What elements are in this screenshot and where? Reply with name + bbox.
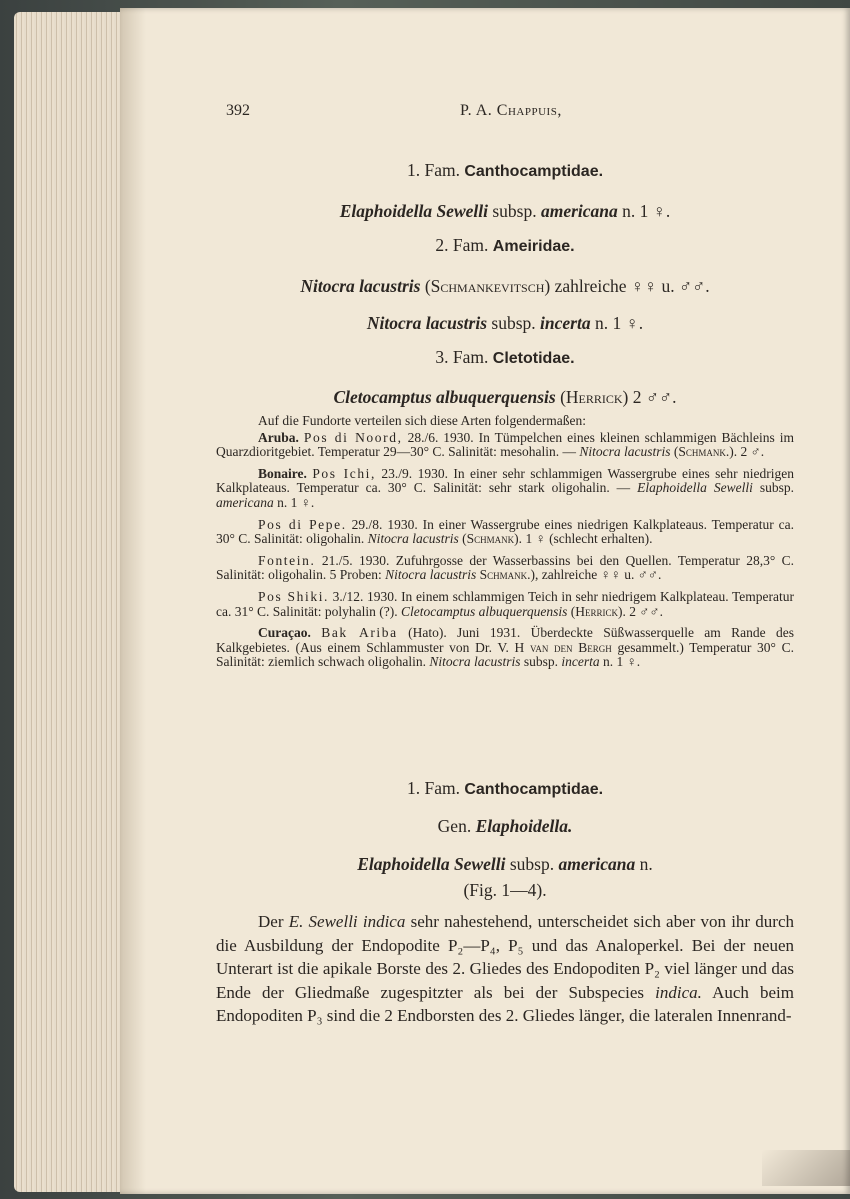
- para-text-1: Der: [258, 912, 284, 931]
- locality-aruba: [216, 431, 794, 460]
- running-title: P. A. Chappuis,: [460, 102, 562, 119]
- family-name: Canthocamptidae.: [464, 781, 604, 798]
- locality-count: 2 ♂♂.: [629, 603, 663, 619]
- island-name: Aruba.: [258, 429, 299, 445]
- locality-count: n. 1 ♀.: [602, 654, 641, 670]
- locality-mid: subsp.: [523, 654, 558, 670]
- family-heading-2: [216, 235, 794, 256]
- family-heading-3: [216, 347, 794, 368]
- species-name: Nitocra lacustris: [300, 276, 421, 296]
- locality-text-2: gesammelt.) Temperatur 30° C. Salinität: ziemlich schwach oligohalin.: [216, 639, 795, 670]
- description-paragraph: [216, 910, 794, 1028]
- species-tail: 2 ♂♂.: [632, 387, 677, 407]
- section2-family-heading: [216, 778, 794, 799]
- locality-species: Nitocra lacustris: [429, 654, 521, 670]
- locality-text: 23./9. 1930. In einer sehr schlammigen Wassergrube eines sehr niedrigen Kalkplateaus. Temperatur ca. 30° C. Salinität: sehr stark oligohalin. —: [216, 465, 795, 496]
- locality-shiki: [216, 590, 794, 619]
- locality-bonaire: [216, 467, 794, 511]
- genus-label: Gen.: [437, 816, 472, 836]
- genus-name: Elaphoidella.: [475, 816, 573, 836]
- corner-stain: [762, 1150, 850, 1186]
- subspecies-name: americana: [558, 854, 636, 874]
- family-number: 1. Fam.: [406, 160, 460, 180]
- locality-author: (Schmank).: [462, 531, 523, 547]
- species-author: (Schmankevitsch): [424, 276, 551, 296]
- locality-author: (Schmank.).: [673, 444, 738, 460]
- locality-text: 3./12. 1930. In einem schlammigen Teich in sehr niedrigem Kalkplateau. Temperatur ca. 31° C. Salinität: polyhalin (?).: [216, 588, 794, 619]
- locality-species: Nitocra lacustris: [385, 567, 477, 583]
- family-heading-1: [216, 160, 794, 181]
- locality-text: 21./5. 1930. Zufuhrgosse der Wasserbassins bei den Quellen. Temperatur 28,3° C. Salinität: oligohalin. 5 Proben:: [216, 552, 794, 583]
- family-name: Cletotidae.: [492, 350, 575, 367]
- localities-intro: Auf die Fundorte verteilen sich diese Arten folgendermaßen:: [258, 413, 587, 428]
- family-name: Ameiridae.: [492, 238, 575, 255]
- species-line-4: [216, 387, 794, 408]
- locality-fontein: [216, 554, 794, 583]
- species-line-2: [216, 276, 794, 297]
- localities-block: [216, 414, 794, 670]
- para-species: E. Sewelli indica: [288, 912, 406, 931]
- locality-species: Cletocamptus albuquerquensis: [401, 603, 568, 619]
- place-name: Pos di Pepe.: [258, 516, 347, 532]
- locality-count: 1 ♀ (schlecht erhalten).: [525, 531, 653, 547]
- locality-species: Nitocra lacustris: [579, 444, 671, 460]
- species-name: Elaphoidella Sewelli: [339, 201, 488, 221]
- subspecies-name: incerta: [540, 313, 591, 333]
- species-name: Nitocra lacustris: [366, 313, 488, 333]
- figure-reference: (Fig. 1—4).: [463, 880, 547, 900]
- locality-text: 28./6. 1930. In Tümpelchen eines kleinen schlammigen Bächleins im Quarzdioritgebiet. Temperatur 29—30° C. Salinität: mesohalin. —: [216, 429, 795, 460]
- island-name: Bonaire.: [258, 465, 307, 481]
- locality-species: Nitocra lacustris: [367, 531, 459, 547]
- place-name: Pos Shiki.: [258, 588, 330, 604]
- subspecies-name: americana: [540, 201, 618, 221]
- para-species-2: indica.: [655, 982, 702, 1002]
- genus-heading: [216, 816, 794, 837]
- species-name: Cletocamptus albuquerquensis: [333, 387, 556, 407]
- place-name: Fontein.: [258, 552, 316, 568]
- locality-species: Elaphoidella Sewelli: [637, 480, 753, 496]
- locality-text: 29./8. 1930. In einer Wassergrube eines niedrigen Kalkplateaus. Temperatur ca. 30° C. Salinität: oligohalin.: [216, 516, 794, 547]
- place-name: Pos Ichi,: [312, 465, 376, 481]
- subsp-label: subsp.: [509, 854, 555, 874]
- species-tail: n. 1 ♀.: [594, 313, 644, 333]
- locality-subspecies: americana: [216, 494, 274, 510]
- locality-count: 2 ♂.: [740, 444, 765, 460]
- locality-count: n. 1 ♀.: [277, 494, 315, 510]
- species-tail: zahlreiche ♀♀ u. ♂♂.: [554, 276, 710, 296]
- species-line-1: [216, 201, 794, 222]
- place-name: Bak Ariba: [321, 625, 398, 641]
- locality-author: (Herrick).: [570, 603, 626, 619]
- locality-subspecies: incerta: [561, 654, 600, 670]
- place-name: Pos di Noord,: [303, 429, 403, 445]
- species-tail: n.: [639, 854, 653, 874]
- family-number: 2. Fam.: [435, 235, 489, 255]
- page-edges: [14, 12, 134, 1192]
- island-name: Curaçao.: [258, 625, 311, 641]
- subsp-label: subsp.: [492, 201, 537, 221]
- locality-curacao: [216, 626, 794, 670]
- locality-count: zahlreiche ♀♀ u. ♂♂.: [541, 567, 662, 583]
- collector-name: van den Bergh: [530, 639, 612, 655]
- family-number: 1. Fam.: [406, 778, 460, 798]
- locality-mid: subsp.: [759, 480, 795, 496]
- species-tail: n. 1 ♀.: [622, 201, 671, 221]
- species-line-3: [216, 313, 794, 334]
- subsp-label: subsp.: [491, 313, 536, 333]
- family-name: Canthocamptidae.: [464, 163, 604, 180]
- gutter-shadow: [120, 8, 146, 1194]
- species-author: (Herrick): [560, 387, 629, 407]
- locality-author: Schmank.),: [479, 567, 539, 583]
- page-number: 392: [226, 102, 250, 119]
- para-text-2: sehr nahestehend, unterscheidet sich aber von ihr durch die Ausbildung der Endopodite P₂—P₄, P₅ und das Analoperkel. Bei der neuen Unterart ist die apikale Borste des 2. Gliedes des Endopoditen P₂ viel länger und das Ende der Gliedmaße zugespitzter als bei der Subspecies: [216, 912, 795, 1002]
- para-text-3: Auch beim Endopoditen P₃ sind die 2 Endborsten des 2. Gliedes länger, die lateralen Innenrand-: [216, 982, 794, 1025]
- locality-pepe: [216, 518, 794, 547]
- species-name: Elaphoidella Sewelli: [357, 854, 506, 874]
- section2-species-heading: [216, 854, 794, 875]
- locality-text: (Hato). Juni 1931. Überdeckte Süßwasserquelle am Rande des Kalkgebietes. (Aus einem Schlammuster von Dr. V. H: [216, 625, 794, 655]
- family-number: 3. Fam.: [435, 347, 489, 367]
